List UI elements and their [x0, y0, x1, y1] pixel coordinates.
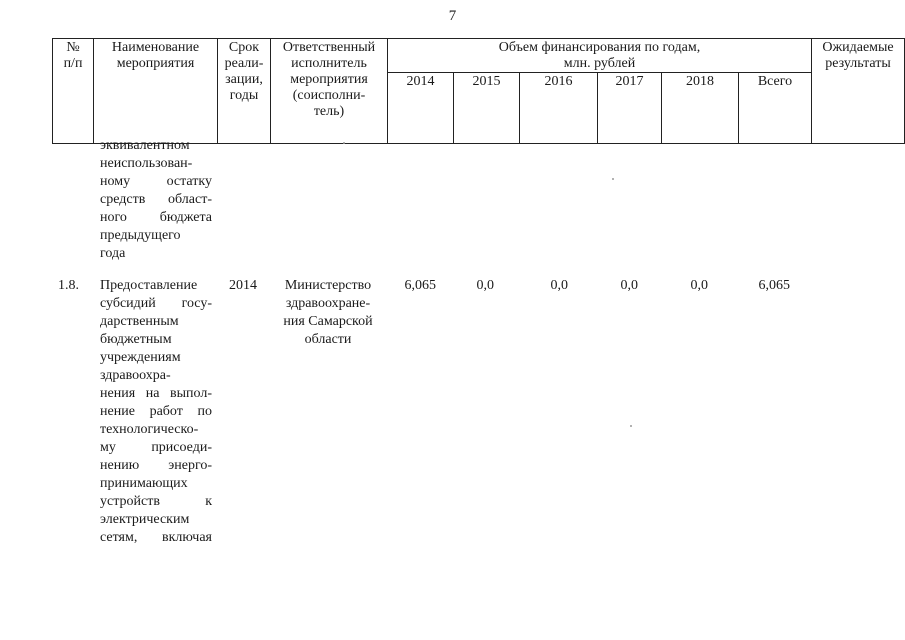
row-value-2016: 0,0: [550, 278, 568, 293]
row-term: 2014: [229, 278, 257, 293]
row-name-line: нения на выпол-: [100, 386, 212, 401]
row-name-line: принимающих: [100, 476, 188, 491]
scan-speck: [612, 178, 614, 180]
scan-speck: [630, 425, 632, 427]
row-value-2017: 0,0: [620, 278, 638, 293]
continuation-line: средств област-: [100, 192, 212, 207]
header-number: № п/п: [53, 39, 94, 144]
row-name-line: электрическим: [100, 512, 190, 527]
continuation-line: ного бюджета: [100, 210, 212, 225]
row-value-2014: 6,065: [404, 278, 436, 293]
header-year-2016: 2016: [520, 73, 598, 144]
page-number: 7: [448, 8, 457, 24]
row-name-line: Предоставление: [100, 278, 198, 293]
header-results: Ожидаемые результаты: [812, 39, 905, 144]
row-name-line: нение работ по: [100, 404, 212, 419]
header-term: Срок реали- зации, годы: [218, 39, 271, 144]
table-header: [52, 38, 905, 144]
row-name-line: здравоохра-: [100, 368, 171, 383]
row-name-line: сетям, включая: [100, 530, 212, 545]
row-value-2015: 0,0: [476, 278, 494, 293]
continuation-line: года: [100, 246, 126, 261]
header-year-2018: 2018: [662, 73, 739, 144]
row-name-line: дарственным: [100, 314, 179, 329]
header-year-2014: 2014: [388, 73, 454, 144]
continuation-line: неиспользован-: [100, 156, 193, 171]
continuation-line: предыдущего: [100, 228, 181, 243]
row-name-line: учреждениям: [100, 350, 181, 365]
row-name-line: му присоеди-: [100, 440, 212, 455]
header-executor: Ответственный исполнитель мероприятия (соисполни- тель): [271, 39, 388, 144]
row-executor: Министерство здравоохране- ния Самарской области: [283, 278, 373, 347]
header-total: Всего: [739, 73, 812, 144]
row-value-total: 6,065: [758, 278, 790, 293]
row-value-2018: 0,0: [690, 278, 708, 293]
continuation-line: эквивалентном: [100, 138, 190, 153]
row-name-line: бюджетным: [100, 332, 172, 347]
row-name-line: технологическо-: [100, 422, 199, 437]
header-year-2017: 2017: [598, 73, 662, 144]
row-name: [100, 277, 212, 547]
row-name-line: субсидий госу-: [100, 296, 212, 311]
header-funding: Объем финансирования по годам, млн. рублей: [388, 39, 812, 73]
row-name-line: нению энерго-: [100, 458, 212, 473]
continuation-line: ному остатку: [100, 174, 212, 189]
continuation-name: [100, 137, 212, 263]
row-name-line: устройств к: [100, 494, 212, 509]
header-year-2015: 2015: [454, 73, 520, 144]
scan-speck: [343, 142, 345, 144]
row-number: 1.8.: [58, 278, 79, 293]
header-name: Наименование мероприятия: [94, 39, 218, 144]
